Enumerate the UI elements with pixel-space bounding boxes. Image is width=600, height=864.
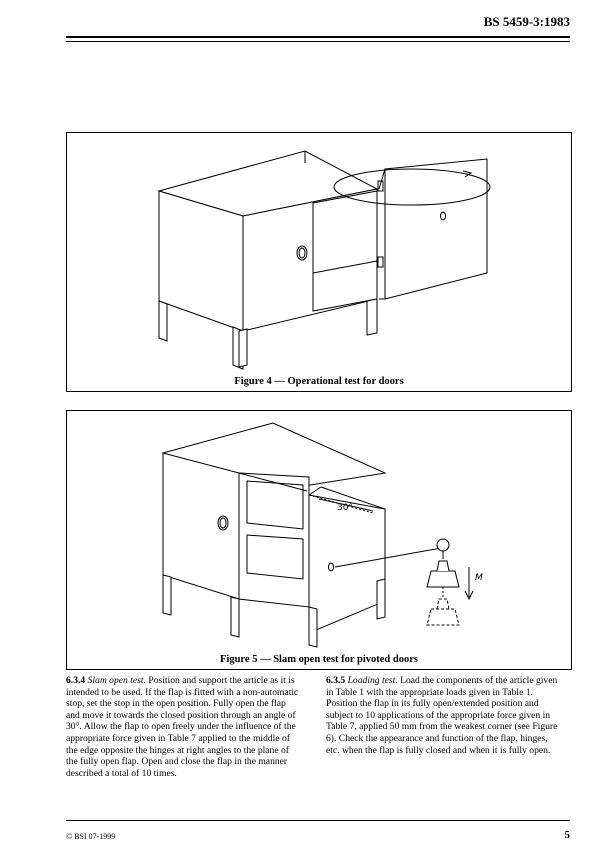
section-6-3-5-number: 6.3.5 [326, 675, 346, 686]
standard-id: BS 5459-3:1983 [483, 14, 570, 29]
figure-5-caption: Figure 5 — Slam open test for pivoted doors [220, 654, 418, 665]
page-number: 5 [564, 829, 570, 841]
force-label: M [475, 573, 483, 583]
section-6-3-4-body: Position and support the article as it is intended to be used. If the flap is fitted with a non-automatic stop, set the stop in the open position. Fully open the flap and move it towards the closed position through an angle of 30°. Allow the flap to open freely under the influence of the appropriate force given in Table 7 applied to the middle of the edge opposite the hinges at right angles to the plane of the fully open flap. Open and close the flap in the manner described a total of 10 times. [66, 675, 299, 779]
section-6-3-5-body: Load the components of the article given in Table 1 with the appropriate loads given in Table 1. Position the flap in its fully open/extended position and subject to 10 applications of the appropriate force given in Table 7, applied 50 mm from the weakest corner (see Figure 6). Check the appearance and function of the flap, hinges, etc. when the flap is fully closed and when it is fully open. [326, 675, 558, 756]
section-6-3-4-title: Slam open test. [87, 675, 146, 686]
angle-label: 30° [337, 503, 353, 513]
figure-5 [66, 410, 572, 670]
header-rule [66, 36, 570, 38]
slam-open-test-drawing [67, 411, 571, 669]
figure-4 [66, 132, 572, 392]
section-6-3-5-title: Loading test. [347, 675, 398, 686]
section-6-3-4 [66, 675, 300, 779]
operational-test-drawing [67, 133, 571, 391]
header-rule-thin [66, 41, 570, 42]
footer-rule [66, 820, 570, 821]
footer-copyright: © BSI 07-1999 [66, 832, 116, 841]
section-6-3-4-number: 6.3.4 [66, 675, 86, 686]
figure-4-caption: Figure 4 — Operational test for doors [234, 376, 404, 387]
section-6-3-5 [326, 675, 560, 756]
